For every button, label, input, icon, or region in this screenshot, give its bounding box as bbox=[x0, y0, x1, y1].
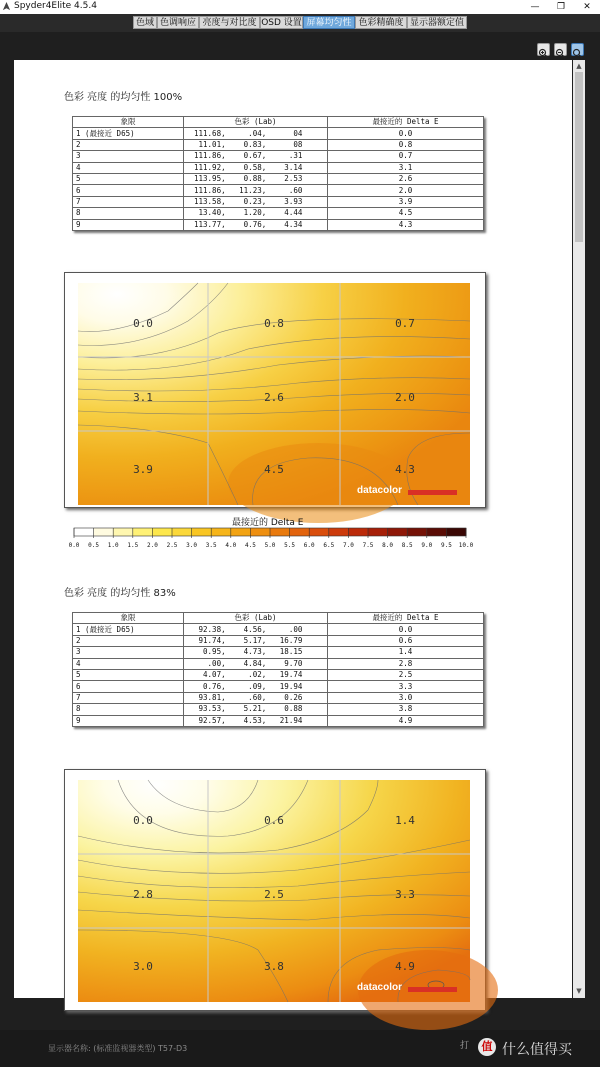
legend-tick-label: 3.0 bbox=[186, 542, 198, 549]
legend-tick-label: 0.0 bbox=[68, 542, 80, 549]
delta-e-cell: 3.3 bbox=[328, 681, 484, 692]
legend-swatch bbox=[270, 528, 290, 536]
legend-swatch bbox=[290, 528, 310, 536]
contour-map-svg bbox=[78, 283, 470, 505]
color-lab-cell: 4.07, .02, 19.74 bbox=[184, 669, 328, 680]
legend-swatch bbox=[309, 528, 329, 536]
delta-e-cell: 4.5 bbox=[328, 208, 484, 219]
table-row bbox=[73, 151, 484, 162]
legend-tick-label: 4.5 bbox=[244, 542, 256, 549]
table-row bbox=[73, 208, 484, 219]
delta-e-cell: 0.7 bbox=[328, 151, 484, 162]
table-row bbox=[73, 196, 484, 207]
legend-swatch bbox=[329, 528, 349, 536]
quadrant-delta-e-label: 0.0 bbox=[133, 317, 153, 330]
color-lab-cell: 113.77, 0.76, 4.34 bbox=[184, 219, 328, 230]
quadrant-cell: 3 bbox=[73, 647, 184, 658]
color-lab-cell: 91.74, 5.17, 16.79 bbox=[184, 635, 328, 646]
quadrant-delta-e-label: 0.6 bbox=[264, 814, 284, 827]
print-button[interactable]: 打 bbox=[460, 1041, 470, 1051]
quadrant-delta-e-label: 4.5 bbox=[264, 463, 284, 476]
table-header-row bbox=[73, 117, 484, 128]
quadrant-cell: 4 bbox=[73, 162, 184, 173]
scrollbar-thumb[interactable] bbox=[575, 72, 583, 242]
color-lab-cell: 13.40, 1.20, 4.44 bbox=[184, 208, 328, 219]
legend-tick-label: 5.5 bbox=[284, 542, 296, 549]
legend-swatch bbox=[231, 528, 251, 536]
table-row bbox=[73, 658, 484, 669]
quadrant-cell: 8 bbox=[73, 208, 184, 219]
delta-e-cell: 4.9 bbox=[328, 715, 484, 726]
quadrant-delta-e-label: 3.1 bbox=[133, 391, 153, 404]
table-row bbox=[73, 128, 484, 139]
legend-swatch bbox=[152, 528, 172, 536]
tab-osd-settings[interactable]: OSD 设置 bbox=[261, 18, 302, 28]
section-title-83: 色彩 亮度 的均匀性 83% bbox=[64, 588, 176, 599]
delta-e-color-legend bbox=[68, 526, 492, 554]
tab-screen-uniformity[interactable]: 屏幕均匀性 bbox=[303, 16, 355, 29]
quadrant-delta-e-label: 2.5 bbox=[264, 888, 284, 901]
column-header-delta-e: 最接近的 Delta E bbox=[328, 117, 484, 128]
tab-tone-response[interactable]: 色调响应 bbox=[157, 16, 199, 29]
legend-tick-label: 7.5 bbox=[362, 542, 374, 549]
tab-brightness-contrast[interactable]: 亮度与对比度 bbox=[199, 16, 260, 29]
legend-tick-label: 10.0 bbox=[458, 542, 474, 549]
table-row bbox=[73, 647, 484, 658]
quadrant-cell: 7 bbox=[73, 692, 184, 703]
delta-e-cell: 2.5 bbox=[328, 669, 484, 680]
color-lab-cell: 111.86, 11.23, .60 bbox=[184, 185, 328, 196]
column-header-color-lab: 色彩 (Lab) bbox=[184, 117, 328, 128]
table-row bbox=[73, 185, 484, 196]
zoom-fit-icon[interactable] bbox=[571, 43, 584, 56]
quadrant-cell: 4 bbox=[73, 658, 184, 669]
delta-e-cell: 3.9 bbox=[328, 196, 484, 207]
contour-map-svg bbox=[78, 780, 470, 1002]
color-lab-cell: 111.86, 0.67, .31 bbox=[184, 151, 328, 162]
color-lab-cell: 93.53, 5.21, 0.88 bbox=[184, 704, 328, 715]
quadrant-cell: 3 bbox=[73, 151, 184, 162]
legend-swatch bbox=[407, 528, 427, 536]
color-lab-cell: 0.95, 4.73, 18.15 bbox=[184, 647, 328, 658]
quadrant-cell: 6 bbox=[73, 681, 184, 692]
delta-e-cell: 0.0 bbox=[328, 624, 484, 635]
quadrant-delta-e-label: 4.9 bbox=[395, 960, 415, 973]
delta-e-cell: 0.6 bbox=[328, 635, 484, 646]
window-title: Spyder4Elite 4.5.4 bbox=[14, 1, 97, 11]
scroll-up-icon[interactable]: ▲ bbox=[576, 62, 582, 70]
tab-color-accuracy[interactable]: 色彩精确度 bbox=[355, 16, 407, 29]
legend-swatch bbox=[133, 528, 153, 536]
quadrant-cell: 7 bbox=[73, 196, 184, 207]
title-bar bbox=[0, 0, 600, 14]
delta-e-cell: 1.4 bbox=[328, 647, 484, 658]
watermark-text: 什么值得买 bbox=[502, 1042, 572, 1058]
quadrant-delta-e-label: 3.0 bbox=[133, 960, 153, 973]
delta-e-cell: 0.0 bbox=[328, 128, 484, 139]
table-row bbox=[73, 669, 484, 680]
table-row bbox=[73, 635, 484, 646]
quadrant-delta-e-label: 0.7 bbox=[395, 317, 415, 330]
datacolor-logo: datacolor bbox=[357, 982, 403, 993]
tab-display-rating[interactable]: 显示器额定值 bbox=[407, 16, 467, 29]
legend-swatch bbox=[74, 528, 94, 536]
delta-e-cell: 4.3 bbox=[328, 219, 484, 230]
quadrant-delta-e-label: 4.3 bbox=[395, 463, 415, 476]
color-lab-cell: 92.57, 4.53, 21.94 bbox=[184, 715, 328, 726]
quadrant-cell: 8 bbox=[73, 704, 184, 715]
delta-e-cell: 0.8 bbox=[328, 139, 484, 150]
legend-swatch bbox=[172, 528, 192, 536]
legend-tick-label: 4.0 bbox=[225, 542, 237, 549]
quadrant-delta-e-label: 0.8 bbox=[264, 317, 284, 330]
table-row bbox=[73, 162, 484, 173]
display-name-label: 显示器名称: (标准监视器类型) T57-D3 bbox=[48, 1044, 188, 1053]
zoom-in-icon[interactable] bbox=[537, 43, 550, 56]
legend-tick-label: 6.5 bbox=[323, 542, 335, 549]
legend-swatch bbox=[250, 528, 270, 536]
table-row bbox=[73, 173, 484, 184]
quadrant-cell: 5 bbox=[73, 173, 184, 184]
legend-swatch bbox=[388, 528, 408, 536]
delta-e-cell: 2.8 bbox=[328, 658, 484, 669]
legend-swatch bbox=[94, 528, 114, 536]
legend-tick-label: 9.0 bbox=[421, 542, 433, 549]
color-lab-cell: 0.76, .09, 19.94 bbox=[184, 681, 328, 692]
quadrant-cell: 9 bbox=[73, 715, 184, 726]
legend-tick-label: 3.5 bbox=[205, 542, 217, 549]
delta-e-cell: 2.0 bbox=[328, 185, 484, 196]
color-lab-cell: 11.01, 0.83, 08 bbox=[184, 139, 328, 150]
maximize-button[interactable]: ❐ bbox=[556, 2, 566, 12]
legend-swatch bbox=[368, 528, 388, 536]
table-row bbox=[73, 704, 484, 715]
legend-tick-label: 0.5 bbox=[88, 542, 100, 549]
minimize-button[interactable]: — bbox=[530, 2, 540, 12]
column-header-color-lab: 色彩 (Lab) bbox=[184, 613, 328, 624]
quadrant-cell: 1 (最接近 D65) bbox=[73, 624, 184, 635]
color-lab-cell: 113.58, 0.23, 3.93 bbox=[184, 196, 328, 207]
table-row bbox=[73, 692, 484, 703]
datacolor-logo-bar bbox=[408, 987, 457, 992]
legend-tick-label: 7.0 bbox=[342, 542, 354, 549]
legend-tick-label: 5.0 bbox=[264, 542, 276, 549]
quadrant-delta-e-label: 2.8 bbox=[133, 888, 153, 901]
quadrant-delta-e-label: 2.0 bbox=[395, 391, 415, 404]
legend-tick-label: 8.0 bbox=[382, 542, 394, 549]
legend-tick-label: 8.5 bbox=[401, 542, 413, 549]
uniformity-table-100 bbox=[72, 116, 484, 231]
quadrant-cell: 9 bbox=[73, 219, 184, 230]
legend-title: 最接近的 Delta E bbox=[232, 518, 304, 528]
legend-tick-label: 2.0 bbox=[146, 542, 158, 549]
table-row bbox=[73, 624, 484, 635]
quadrant-delta-e-label: 1.4 bbox=[395, 814, 415, 827]
quadrant-delta-e-label: 3.8 bbox=[264, 960, 284, 973]
delta-e-cell: 3.8 bbox=[328, 704, 484, 715]
table-row bbox=[73, 681, 484, 692]
datacolor-logo-bar bbox=[408, 490, 457, 495]
section-title-100: 色彩 亮度 的均匀性 100% bbox=[64, 92, 183, 103]
legend-swatch bbox=[427, 528, 447, 536]
legend-tick-label: 1.0 bbox=[107, 542, 119, 549]
tab-gamut[interactable]: 色域 bbox=[133, 16, 157, 29]
color-lab-cell: 111.92, 0.58, 3.14 bbox=[184, 162, 328, 173]
quadrant-cell: 5 bbox=[73, 669, 184, 680]
quadrant-cell: 2 bbox=[73, 635, 184, 646]
delta-e-cell: 2.6 bbox=[328, 173, 484, 184]
legend-swatch bbox=[113, 528, 133, 536]
table-row bbox=[73, 715, 484, 726]
quadrant-delta-e-label: 3.3 bbox=[395, 888, 415, 901]
delta-e-cell: 3.0 bbox=[328, 692, 484, 703]
legend-tick-label: 2.5 bbox=[166, 542, 178, 549]
legend-swatch bbox=[192, 528, 212, 536]
app-logo-icon bbox=[2, 2, 11, 11]
quadrant-cell: 2 bbox=[73, 139, 184, 150]
watermark-icon: 值 bbox=[478, 1038, 496, 1056]
quadrant-cell: 1 (最接近 D65) bbox=[73, 128, 184, 139]
legend-swatch bbox=[211, 528, 231, 536]
column-header-quadrant: 象限 bbox=[73, 613, 184, 624]
legend-swatch bbox=[446, 528, 466, 536]
uniformity-table-83 bbox=[72, 612, 484, 727]
table-row bbox=[73, 139, 484, 150]
column-header-quadrant: 象限 bbox=[73, 117, 184, 128]
legend-swatch bbox=[348, 528, 368, 536]
scroll-down-icon[interactable]: ▼ bbox=[576, 987, 582, 995]
color-lab-cell: .00, 4.84, 9.70 bbox=[184, 658, 328, 669]
legend-tick-label: 6.0 bbox=[303, 542, 315, 549]
zoom-out-icon[interactable] bbox=[554, 43, 567, 56]
color-lab-cell: 93.81, .60, 0.26 bbox=[184, 692, 328, 703]
quadrant-delta-e-label: 2.6 bbox=[264, 391, 284, 404]
close-button[interactable]: ✕ bbox=[583, 2, 591, 12]
tab-strip bbox=[0, 14, 600, 32]
quadrant-delta-e-label: 0.0 bbox=[133, 814, 153, 827]
color-lab-cell: 113.95, 0.88, 2.53 bbox=[184, 173, 328, 184]
uniformity-contour-map-83 bbox=[64, 769, 486, 1011]
datacolor-logo: datacolor bbox=[357, 485, 403, 496]
table-row bbox=[73, 219, 484, 230]
delta-e-cell: 3.1 bbox=[328, 162, 484, 173]
report-document bbox=[14, 60, 572, 998]
color-lab-cell: 111.68, .04, 04 bbox=[184, 128, 328, 139]
quadrant-delta-e-label: 3.9 bbox=[133, 463, 153, 476]
quadrant-cell: 6 bbox=[73, 185, 184, 196]
table-header-row bbox=[73, 613, 484, 624]
color-lab-cell: 92.38, 4.56, .00 bbox=[184, 624, 328, 635]
uniformity-contour-map-100 bbox=[64, 272, 486, 508]
column-header-delta-e: 最接近的 Delta E bbox=[328, 613, 484, 624]
legend-tick-label: 9.5 bbox=[440, 542, 452, 549]
legend-tick-label: 1.5 bbox=[127, 542, 139, 549]
